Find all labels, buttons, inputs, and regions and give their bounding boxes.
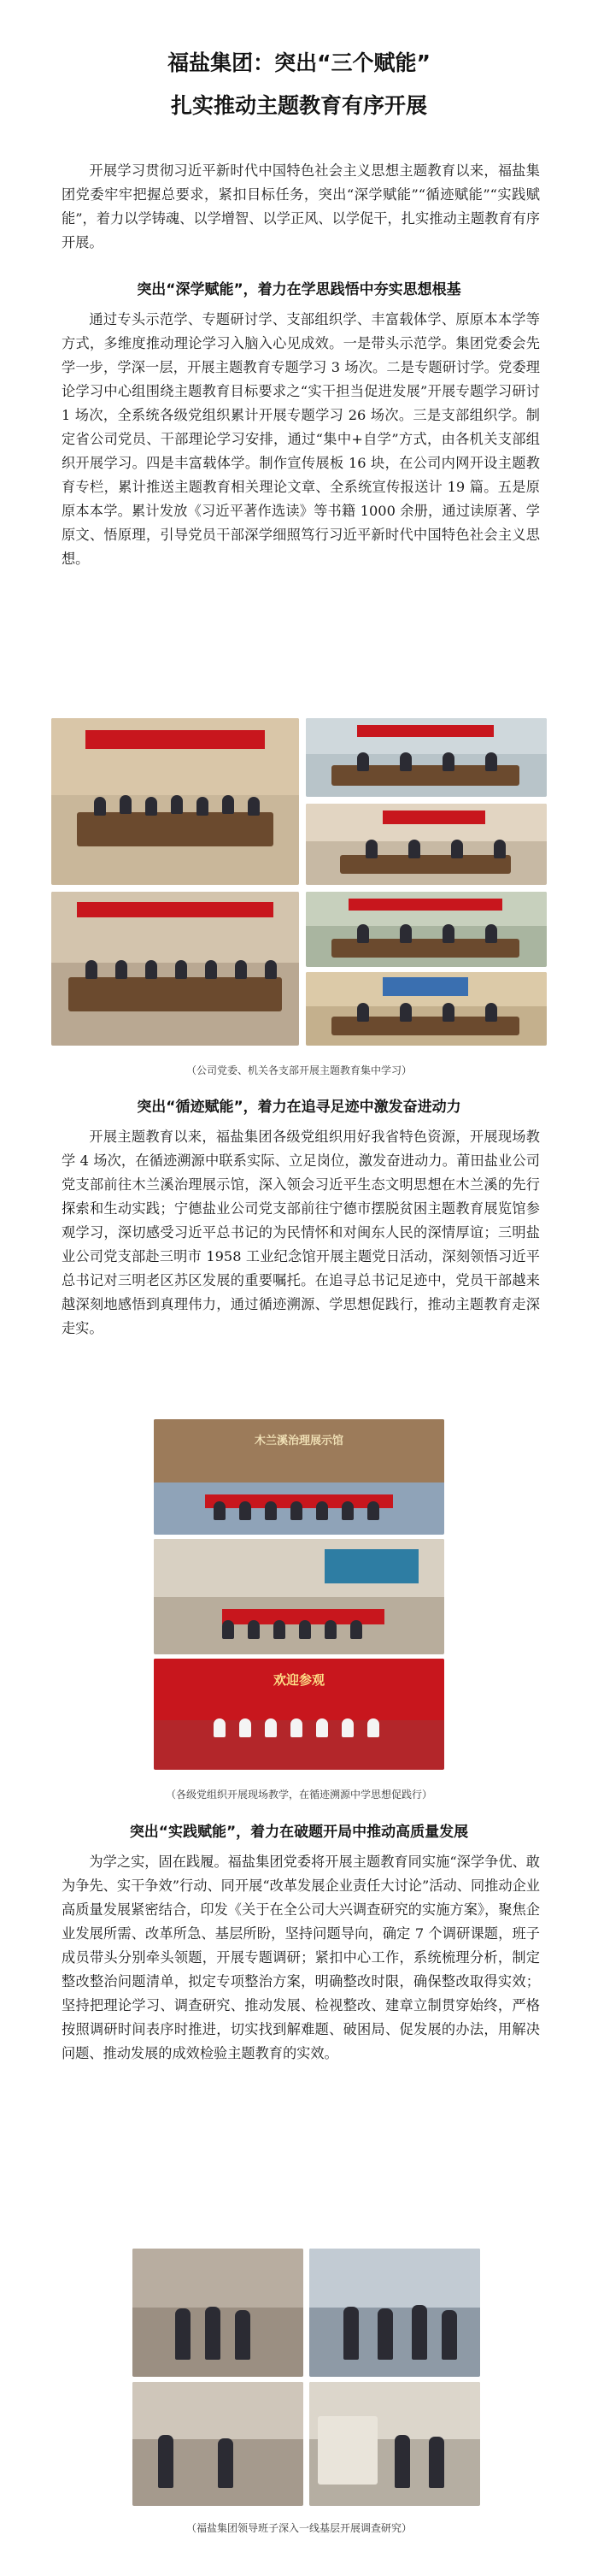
meeting-photo-4 <box>51 892 299 1046</box>
section3-body: 为学之实，固在践履。福盐集团党委将开展主题教育同实施“深学争优、敢为争先、实干争效”行动、同开展“改革发展企业责任大讨论”活动、同推动企业高质量发展紧密结合，印发《关于在全公司大兴调查研究的实施方案》，聚焦企业发展所需、改革所急、基层所盼，坚持问题导向，确定 7 个调研课题，班子成员带头分别牵头领题，开展专题调研；紧扣中心工作，系统梳理分析，制定整改整治问题清单，拟定专项整治方案，明确整改时限，确保整改取得实效；坚持把理论学习、调查研究、推动发展、检视整改、建章立制贯穿始终，严格按照调研时间表序时推进，切实找到解难题、破困局、促发展的办法，用解决问题、推动发展的成效检验主题教育的实效。 <box>62 1854 540 2061</box>
meeting-photo-5 <box>306 892 547 967</box>
research-photo-1 <box>132 2249 303 2377</box>
meeting-photo-2 <box>306 718 547 797</box>
section2-heading: 突出“循迹赋能”，着力在追寻足迹中激发奋进动力 <box>137 1099 461 1116</box>
intro-paragraph: 开展学习贯彻习近平新时代中国特色社会主义思想主题教育以来，福盐集团党委牢牢把握总要求，紧扣目标任务，突出“深学赋能”“循迹赋能”“实践赋能”，着力以学铸魂、以学增智、以学正风、以学促干，扎实推动主题教育有序开展。 <box>62 162 540 251</box>
site-visit-photo-2 <box>154 1539 444 1654</box>
research-photo-2 <box>309 2249 480 2377</box>
research-photo-3 <box>132 2382 303 2506</box>
section2-caption: （各级党组织开展现场教学，在循迹溯源中学思想促践行） <box>165 1789 432 1801</box>
museum-sign-text: 木兰溪治理展示馆 <box>254 1435 343 1447</box>
welcome-banner-text: 欢迎参观 <box>273 1672 325 1688</box>
section3-heading: 突出“实践赋能”，着力在破题开局中推动高质量发展 <box>129 1824 469 1841</box>
meeting-photo-6 <box>306 972 547 1046</box>
site-visit-photo-3 <box>154 1659 444 1770</box>
research-photo-4 <box>309 2382 480 2506</box>
section1-heading: 突出“深学赋能”，着力在学思践悟中夯实思想根基 <box>137 281 461 298</box>
section1-caption: （公司党委、机关各支部开展主题教育集中学习） <box>185 1064 412 1076</box>
site-visit-photo-1 <box>154 1419 444 1535</box>
article-title-line2: 扎实推动主题教育有序开展 <box>170 93 427 118</box>
section3-caption: （福盐集团领导班子深入一线基层开展调查研究） <box>185 2522 412 2534</box>
section2-body: 开展主题教育以来，福盐集团各级党组织用好我省特色资源，开展现场教学 4 场次，在循迹溯源中联系实际、立足岗位，激发奋进动力。莆田盐业公司党支部前往木兰溪治理展示馆，深入领会习近平生态文明思想在木兰溪的先行探索和生动实践；宁德盐业公司党支部前往宁德市摆脱贫困主题教育展览馆参观学习，深切感受习近平总书记的为民情怀和对闽东人民的深情厚谊；三明盐业公司党支部赴三明市 1958 工业纪念馆开展主题党日活动，深刻领悟习近平总书记对三明老区苏区发展的重要嘱托。在追寻总书记足迹中，党员干部越来越深刻地感悟到真理伟力，通过循迹溯源、学思想促践行，推动主题教育走深走实。 <box>62 1129 540 1336</box>
meeting-photo-1 <box>51 718 299 885</box>
article-title-line1: 福盐集团：突出“三个赋能” <box>167 50 431 75</box>
section1-body: 通过专头示范学、专题研讨学、支部组织学、丰富载体学、原原本本学等方式，多维度推动理论学习入脑入心见成效。一是带头示范学。集团党委会先学一步，学深一层，开展主题教育专题学习 3 场次。二是专题研讨学。党委理论学习中心组围绕主题教育目标要求之“实干担当促进发展”开展专题学习研讨 1 场次，全系统各级党组织累计开展专题学习 26 场次。三是支部组织学。制定省公司党员、干部理论学习安排，通过“集中+自学”方式，由各机关支部组织开展学习。四是丰富载体学。制作宣传展板 16 块，在公司内网开设主题教育专栏，累计推送主题教育相关理论文章、全系统宣传报送计 19 篇。五是原原本本学。累计发放《习近平著作选读》等书籍 1000 余册，通过读原著、学原文、悟原理，引导党员干部深学细照笃行习近平新时代中国特色社会主义思想。 <box>62 311 540 567</box>
meeting-photo-3 <box>306 804 547 885</box>
